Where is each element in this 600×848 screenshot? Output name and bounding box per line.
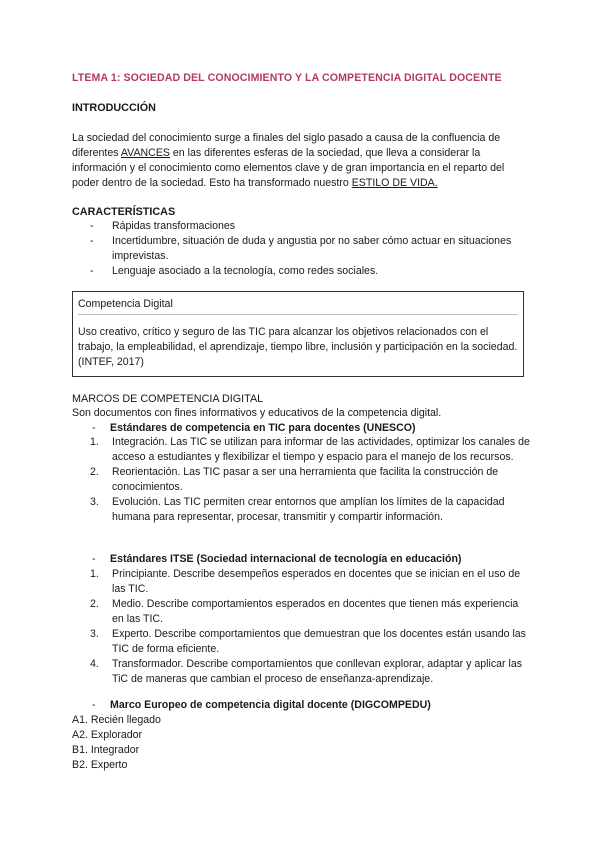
document-title: LTEMA 1: SOCIEDAD DEL CONOCIMIENTO Y LA COMPETENCIA DIGITAL DOCENTE xyxy=(72,72,502,84)
marcos-heading: MARCOS DE COMPETENCIA DIGITAL xyxy=(72,393,264,405)
list-item: - Incertidumbre, situación de duda y angustia por no saber cómo actuar en situaciones imprevistas. xyxy=(90,235,512,262)
box-text: Uso creativo, crítico y seguro de las TIC para alcanzar los objetivos relacionados con el trabajo, la empleabilidad, el aprendizaje, tiempo libre, inclusión y participación en la sociedad. (INTEF, 2017) xyxy=(78,326,518,368)
itse-heading: - Estándares ITSE (Sociedad internacional de tecnología en educación) xyxy=(92,553,462,565)
list-dash: - xyxy=(90,220,94,232)
intro-text-2: en las diferentes esferas de la sociedad, que lleva a considerar la información y el conocimiento como elementos clave y de gran importancia en el reparto del poder dentro de la sociedad. Esto ha transformado nuestro xyxy=(72,147,505,189)
intro-heading: INTRODUCCIÓN xyxy=(72,102,156,114)
intro-text-1: La sociedad del conocimiento surge a finales del siglo pasado a causa de la confluencia de diferentes xyxy=(72,132,501,159)
level-b1: B1. Integrador xyxy=(72,744,140,756)
caracteristicas-list xyxy=(72,219,532,279)
list-item: 1. Principiante. Describe desempeños esperados en docentes que se inician en el uso de las TIC. xyxy=(90,568,521,595)
intro-paragraph xyxy=(72,131,532,191)
level-a2: A2. Explorador xyxy=(72,729,143,741)
list-dash: - xyxy=(92,553,96,565)
box-heading: Competencia Digital xyxy=(78,298,173,310)
list-item: 1. Integración. Las TIC se utilizan para informar de las actividades, optimizar los canales de acceso a estudiantes y flexibilizar el tiempo y espacio para el manejo de los recursos. xyxy=(90,436,530,463)
list-dash: - xyxy=(92,422,96,434)
list-item: - Rápidas transformaciones xyxy=(90,220,236,232)
list-item: - Lenguaje asociado a la tecnología, como redes sociales. xyxy=(90,265,379,277)
level-a1: A1. Recién llegado xyxy=(72,714,161,726)
box-divider xyxy=(78,314,518,315)
list-item: 3. Evolución. Las TIC permiten crear entornos que amplían los límites de la capacidad humana para representar, procesar, transmitir y compartir información. xyxy=(90,496,505,523)
competencia-digital-box xyxy=(72,291,524,377)
list-dash: - xyxy=(90,265,94,277)
list-item: 2. Medio. Describe comportamientos esperados en docentes que tienen más experiencia en las TIC. xyxy=(90,598,519,625)
digcompedu-heading: - Marco Europeo de competencia digital docente (DIGCOMPEDU) xyxy=(92,699,431,711)
list-item: 4. Transformador. Describe comportamientos que conllevan explorar, adaptar y aplicar las TiC de maneras que cambian el proceso de enseñanza-aprendizaje. xyxy=(90,658,523,685)
estilo-de-vida: ESTILO DE VIDA. xyxy=(351,177,438,189)
list-dash: - xyxy=(90,235,94,247)
level-b2: B2. Experto xyxy=(72,759,128,771)
unesco-heading: - Estándares de competencia en TIC para docentes (UNESCO) xyxy=(92,422,416,434)
itse-list xyxy=(72,567,532,687)
caracteristicas-heading: CARACTERÍSTICAS xyxy=(72,206,176,218)
avances-word: AVANCES xyxy=(120,147,170,159)
list-item: 2. Reorientación. Las TIC pasar a ser una herramienta que facilita la construcción de conocimientos. xyxy=(90,466,499,493)
unesco-list xyxy=(72,435,532,525)
list-dash: - xyxy=(92,699,96,711)
marcos-intro: Son documentos con fines informativos y educativos de la competencia digital. xyxy=(72,407,442,419)
list-item: 3. Experto. Describe comportamientos que demuestran que los docentes están usando las TIC de forma eficiente. xyxy=(90,628,526,655)
